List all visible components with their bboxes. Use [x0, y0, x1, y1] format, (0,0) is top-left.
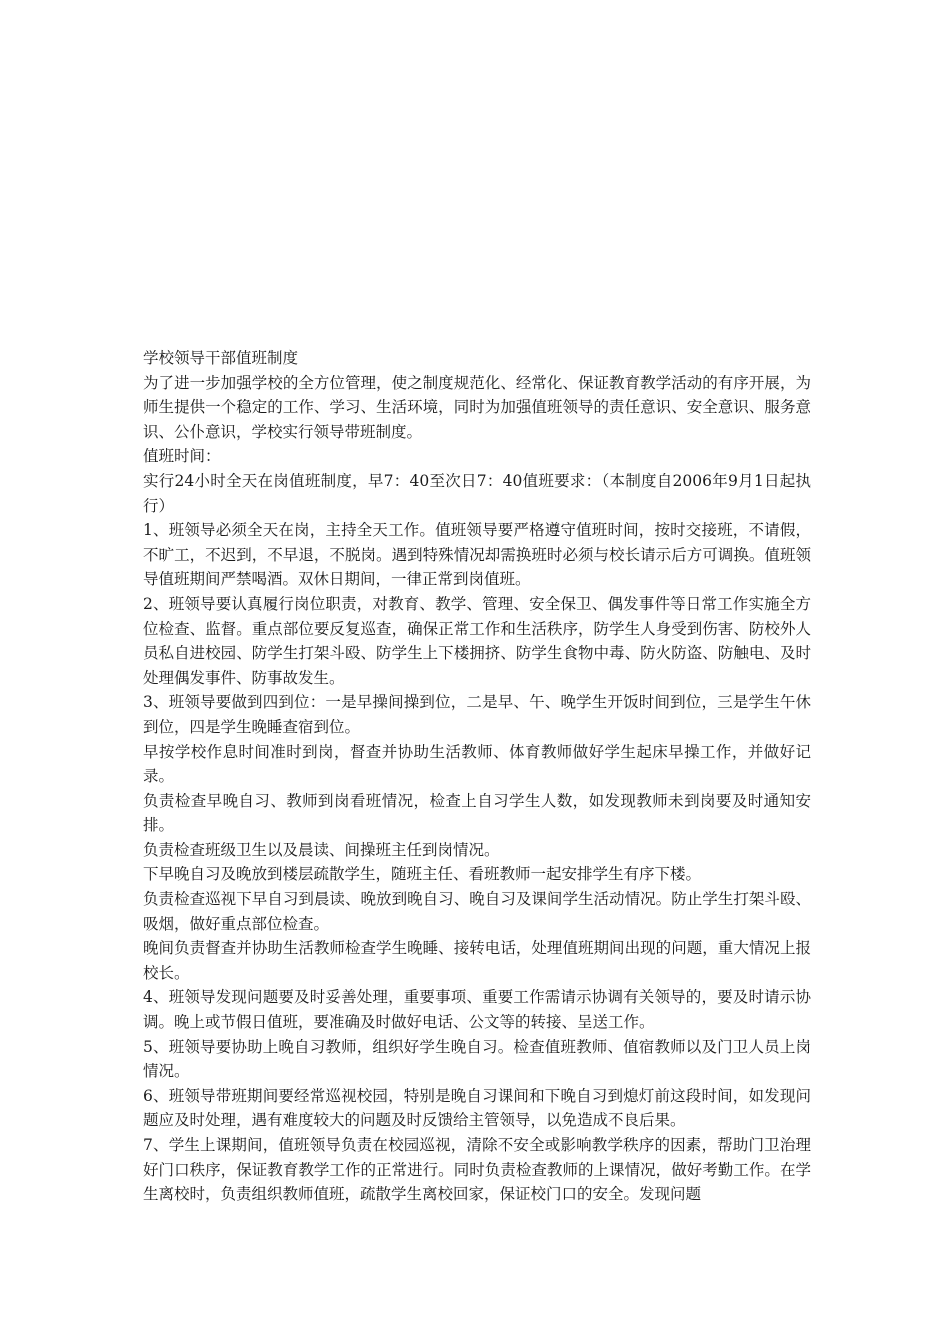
paragraph-rule-6: 6、班领导带班期间要经常巡视校园，特别是晚自习课间和下晚自习到熄灯前这段时间，如发现问题应及时处理，遇有难度较大的问题及时反馈给主管领导，以免造成不良后果。	[143, 1086, 811, 1130]
paragraph-self-study-check: 负责检查早晚自习、教师到岗看班情况，检查上自习学生人数，如发现教师未到岗要及时通知安排。	[143, 791, 811, 835]
paragraph-rule-2: 2、班领导要认真履行岗位职责，对教育、教学、管理、安全保卫、偶发事件等日常工作实施全方位检查、监督。重点部位要反复巡查，确保正常工作和生活秩序，防学生人身受到伤害、防校外人员私自进校园、防学生打架斗殴、防学生上下楼拥挤、防学生食物中毒、防火防盗、防触电、及时处理偶发事件、防事故发生。	[143, 594, 811, 687]
paragraph-rule-3: 3、班领导要做到四到位：一是早操间操到位，二是早、午、晚学生开饭时间到位，三是学生午休到位，四是学生晚睡查宿到位。	[143, 693, 811, 736]
paragraph-rule-4: 4、班领导发现问题要及时妥善处理，重要事项、重要工作需请示协调有关领导的，要及时请示协调。晚上或节假日值班，要准确及时做好电话、公文等的转接、呈送工作。	[143, 988, 811, 1032]
document-title: 学校领导干部值班制度	[143, 349, 299, 367]
paragraph-rule-7: 7、学生上课期间，值班领导负责在校园巡视，清除不安全或影响教学秩序的因素，帮助门卫治理好门口秩序，保证教育教学工作的正常进行。同时负责检查教师的上课情况，做好考勤工作。在学生离校时，负责组织教师值班，疏散学生离校回家，保证校门口的安全。发现问题	[143, 1136, 811, 1204]
document-body	[143, 346, 811, 1207]
paragraph-morning: 早按学校作息时间准时到岗，督查并协助生活教师、体育教师做好学生起床早操工作，并做好记录。	[143, 742, 811, 786]
paragraph-patrol: 负责检查巡视下早自习到晨读、晚放到晚自习、晚自习及课间学生活动情况。防止学生打架斗殴、吸烟，做好重点部位检查。	[143, 890, 811, 933]
paragraph-dismissal: 下早晚自习及晚放到楼层疏散学生，随班主任、看班教师一起安排学生有序下楼。	[143, 865, 702, 884]
paragraph-rule-1: 1、班领导必须全天在岗，主持全天工作。值班领导要严格遵守值班时间，按时交接班，不请假，不旷工，不迟到，不早退，不脱岗。遇到特殊情况却需换班时必须与校长请示后方可调换。值班领导值班期间严禁喝酒。双休日期间，一律正常到岗值班。	[143, 521, 811, 589]
paragraph-rule-5: 5、班领导要协助上晚自习教师，组织好学生晚自习。检查值班教师、值宿教师以及门卫人员上岗情况。	[143, 1037, 811, 1081]
paragraph-intro: 为了进一步加强学校的全方位管理，使之制度规范化、经常化、保证教育教学活动的有序开展，为师生提供一个稳定的工作、学习、生活环境，同时为加强值班领导的责任意识、安全意识、服务意识、公仆意识，学校实行领导带班制度。	[143, 373, 811, 441]
paragraph-hygiene-check: 负责检查班级卫生以及晨读、间操班主任到岗情况。	[143, 840, 500, 859]
paragraph-duty-time-heading: 值班时间：	[143, 447, 221, 466]
paragraph-duty-time: 实行24小时全天在岗值班制度，早7：40至次日7：40值班要求：（本制度自2006年9月1日起执行）	[143, 471, 811, 515]
paragraph-night-duty: 晚间负责督查并协助生活教师检查学生晚睡、接转电话，处理值班期间出现的问题，重大情况上报校长。	[143, 939, 811, 982]
